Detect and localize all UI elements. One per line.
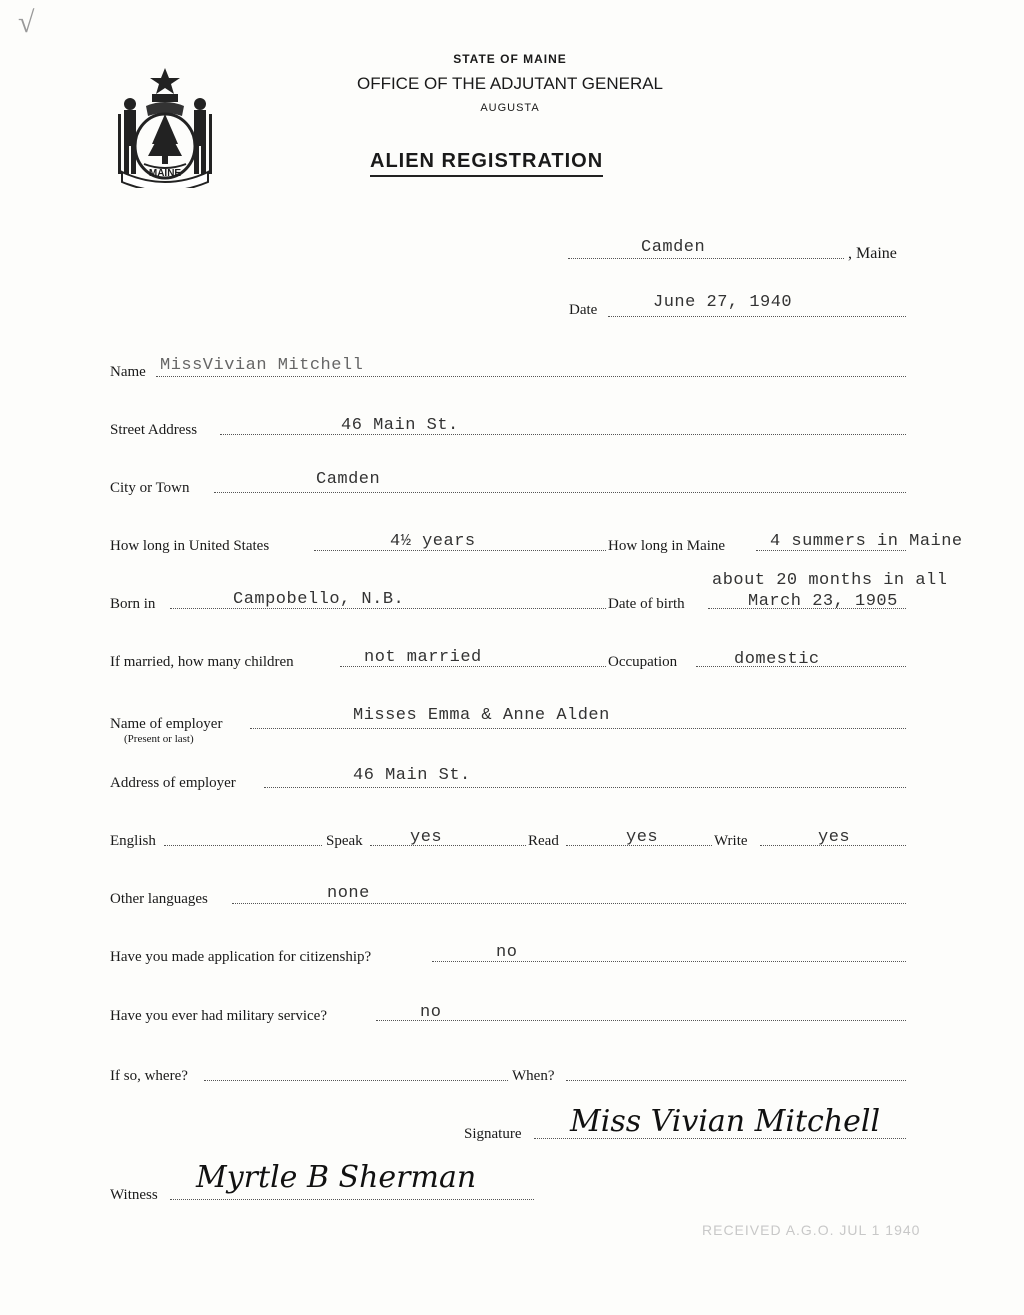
received-stamp: RECEIVED A.G.O. JUL 1 1940 bbox=[702, 1222, 921, 1238]
dob-label: Date of birth bbox=[608, 596, 685, 612]
street-value: 46 Main St. bbox=[341, 416, 459, 435]
seal-banner-text: MAINE bbox=[148, 168, 182, 179]
name-value: MissVivian Mitchell bbox=[160, 356, 364, 375]
write-label: Write bbox=[714, 833, 748, 849]
signature-handwriting: Miss Vivian Mitchell bbox=[570, 1104, 881, 1139]
city-label: City or Town bbox=[110, 480, 190, 496]
where-label: If so, where? bbox=[110, 1068, 188, 1084]
military-label: Have you ever had military service? bbox=[110, 1008, 327, 1024]
read-value: yes bbox=[626, 828, 659, 847]
street-label: Street Address bbox=[110, 422, 198, 438]
city-value: Camden bbox=[316, 470, 381, 489]
us-label: How long in United States bbox=[110, 538, 270, 554]
occupation-value: domestic bbox=[734, 650, 820, 669]
town-value: Camden bbox=[641, 238, 706, 257]
citizenship-label: Have you made application for citizenship? bbox=[110, 949, 372, 965]
us-value: 4½ years bbox=[390, 532, 476, 551]
header-state: STATE OF MAINE bbox=[453, 52, 567, 66]
write-value: yes bbox=[818, 828, 851, 847]
employer-label: Name of employer bbox=[110, 716, 223, 732]
read-label: Read bbox=[528, 833, 559, 849]
born-value: Campobello, N.B. bbox=[233, 590, 405, 609]
employer-address-value: 46 Main St. bbox=[353, 766, 471, 785]
signature-label: Signature bbox=[464, 1126, 522, 1142]
employer-address-label: Address of employer bbox=[110, 775, 236, 791]
date-label: Date bbox=[569, 302, 598, 318]
maine-value: 4 summers in Maine bbox=[770, 532, 963, 551]
check-mark: √ bbox=[18, 6, 35, 39]
speak-value: yes bbox=[410, 828, 443, 847]
other-languages-value: none bbox=[327, 884, 370, 903]
name-label: Name bbox=[110, 364, 146, 380]
maine-label: How long in Maine bbox=[608, 538, 726, 554]
citizenship-value: no bbox=[496, 943, 518, 962]
military-value: no bbox=[420, 1003, 442, 1022]
children-label: If married, how many children bbox=[110, 654, 294, 670]
speak-label: Speak bbox=[326, 833, 363, 849]
witness-handwriting: Myrtle B Sherman bbox=[196, 1160, 477, 1195]
date-value: June 27, 1940 bbox=[653, 293, 793, 312]
other-languages-label: Other languages bbox=[110, 891, 208, 907]
born-label: Born in bbox=[110, 596, 156, 612]
english-label: English bbox=[110, 833, 156, 849]
header-office: OFFICE OF THE ADJUTANT GENERAL bbox=[356, 74, 664, 93]
dob-value: March 23, 1905 bbox=[748, 592, 898, 611]
employer-sublabel: (Present or last) bbox=[124, 733, 194, 745]
witness-label: Witness bbox=[110, 1187, 158, 1203]
children-value: not married bbox=[364, 648, 482, 667]
maine-note: about 20 months in all bbox=[712, 571, 948, 590]
state-seal bbox=[112, 64, 218, 188]
state-suffix: , Maine bbox=[848, 245, 897, 262]
when-label: When? bbox=[512, 1068, 555, 1084]
occupation-label: Occupation bbox=[608, 654, 678, 670]
employer-value: Misses Emma & Anne Alden bbox=[353, 706, 610, 725]
header-city: AUGUSTA bbox=[480, 102, 540, 114]
page-title: ALIEN REGISTRATION bbox=[370, 150, 603, 177]
